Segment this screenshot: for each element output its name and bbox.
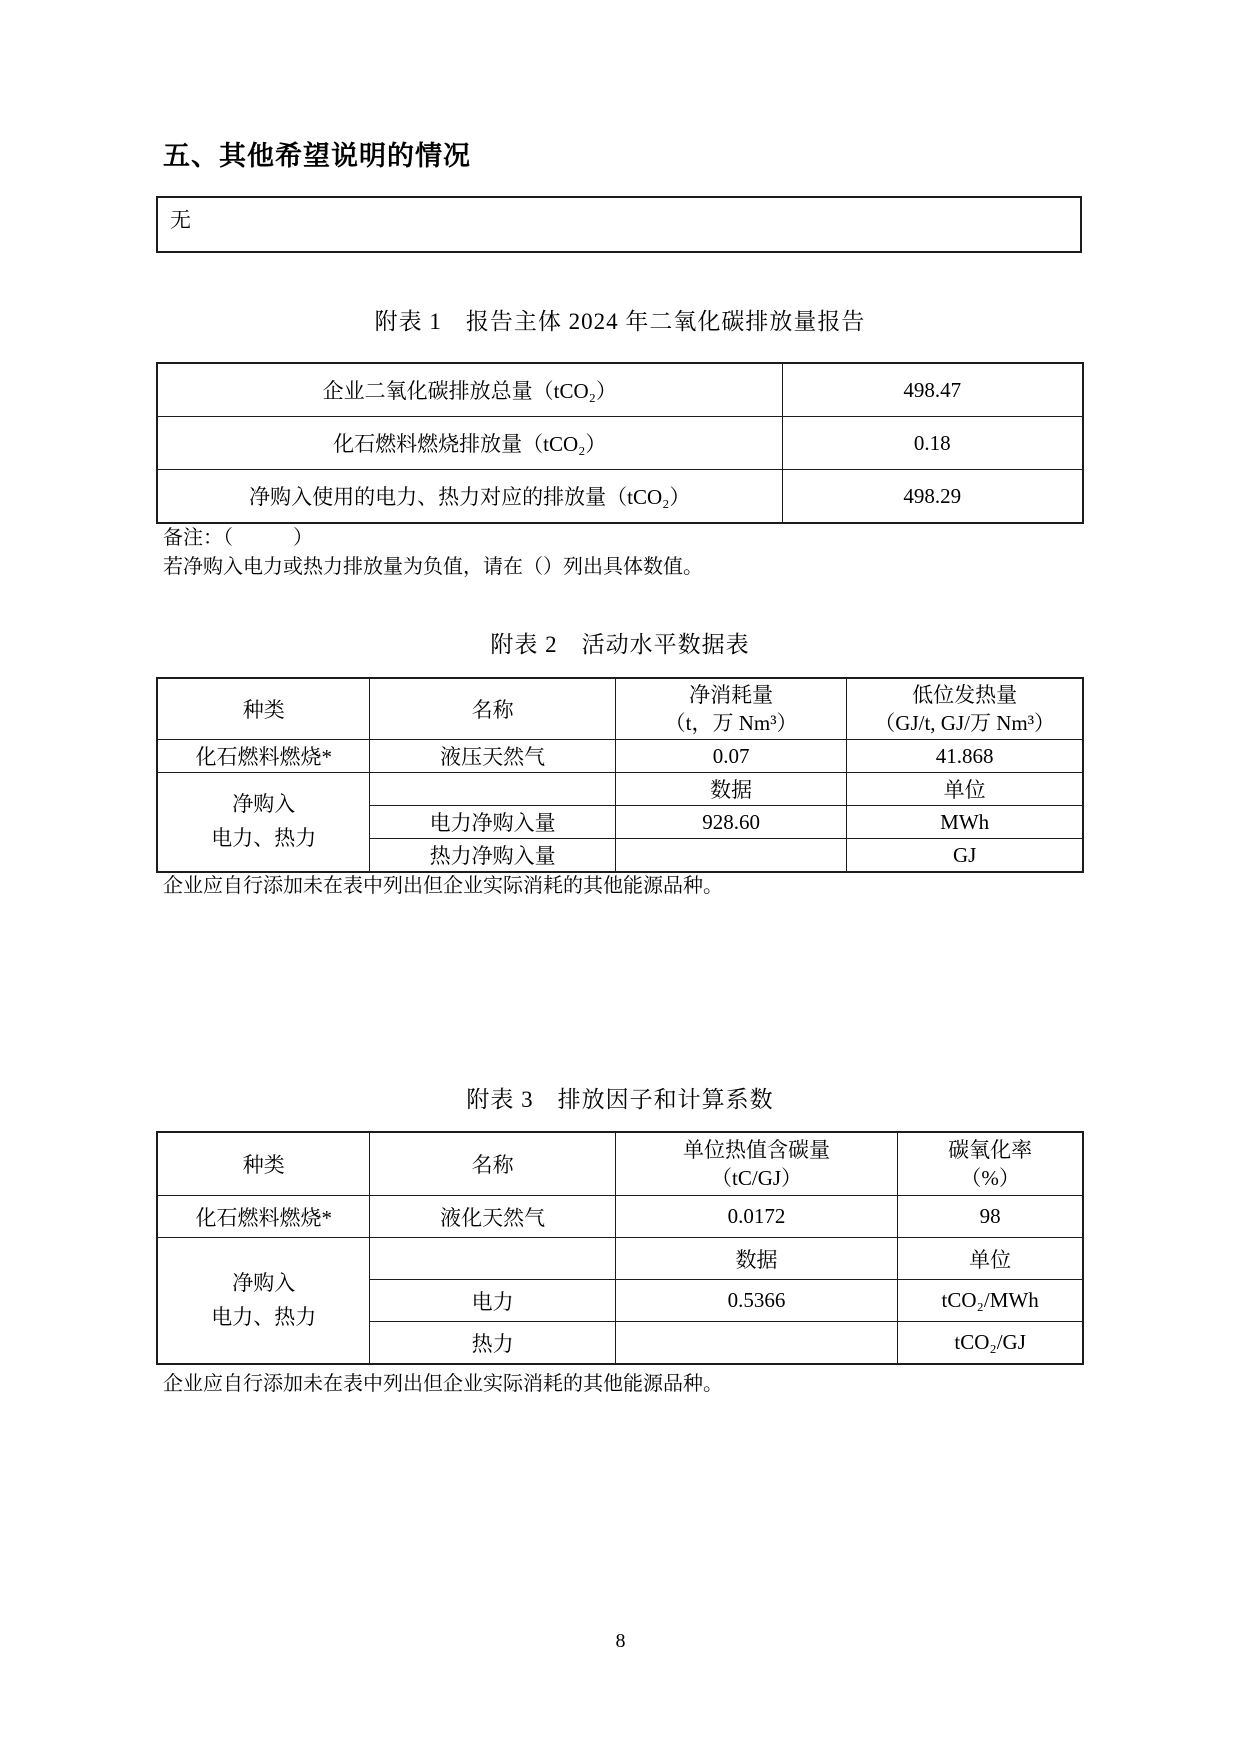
table2-activity-data xyxy=(156,677,1084,873)
table1-row1-label: 企业二氧化碳排放总量（tCO₂） xyxy=(157,363,782,417)
table3-header-oxidation-rate: 碳氧化率 （%） xyxy=(898,1132,1083,1196)
table2-header-consumption: 净消耗量 （t，万 Nm³） xyxy=(615,678,847,740)
table3-subheader-data: 数据 xyxy=(615,1238,897,1280)
section-heading: 五、其他希望说明的情况 xyxy=(163,141,471,171)
table3-fossil-oxidation-rate: 98 xyxy=(898,1196,1083,1238)
table3-header-carbon-content: 单位热值含碳量 （tC/GJ） xyxy=(615,1132,897,1196)
table2-title: 附表 2 活动水平数据表 xyxy=(490,632,750,657)
table1-notes xyxy=(163,524,703,582)
table2-header-name: 名称 xyxy=(370,678,615,740)
table2-header-heat-value: 低位发热量 （GJ/t, GJ/万 Nm³） xyxy=(847,678,1083,740)
table1-row2-label: 化石燃料燃烧排放量（tCO₂） xyxy=(157,417,782,470)
table-header-row xyxy=(157,678,1083,740)
table2-fossil-consumption: 0.07 xyxy=(615,740,847,773)
table-row xyxy=(157,1238,1083,1280)
table2-fossil-name: 液压天然气 xyxy=(370,740,615,773)
table-row xyxy=(157,470,1083,524)
table2-electricity-unit: MWh xyxy=(847,806,1083,839)
table-header-row xyxy=(157,1132,1083,1196)
table3-title: 附表 3 排放因子和计算系数 xyxy=(466,1087,774,1112)
table3-fossil-type: 化石燃料燃烧* xyxy=(157,1196,370,1238)
table2-heat-name: 热力净购入量 xyxy=(370,839,615,873)
table1-row3-label: 净购入使用的电力、热力对应的排放量（tCO₂） xyxy=(157,470,782,524)
remark-box xyxy=(156,196,1082,253)
table1-note-line2: 若净购入电力或热力排放量为负值，请在（）列出具体数值。 xyxy=(163,556,703,578)
table2-electricity-name: 电力净购入量 xyxy=(370,806,615,839)
table2-heat-unit: GJ xyxy=(847,839,1083,873)
table3-subheader-blank xyxy=(370,1238,615,1280)
table2-fossil-heat-value: 41.868 xyxy=(847,740,1083,773)
table2-subheader-data: 数据 xyxy=(615,773,847,806)
table-row xyxy=(157,773,1083,806)
table1-note-line1: 备注：（ ） xyxy=(163,527,313,549)
table3-header-name: 名称 xyxy=(370,1132,615,1196)
page-number: 8 xyxy=(615,1630,626,1652)
table2-heat-data xyxy=(615,839,847,873)
table3-purchase-type: 净购入 电力、热力 xyxy=(157,1238,370,1365)
remark-text: 无 xyxy=(170,208,191,232)
table3-fossil-name: 液化天然气 xyxy=(370,1196,615,1238)
table1-row3-value: 498.29 xyxy=(782,470,1083,524)
table3-heat-name: 热力 xyxy=(370,1322,615,1365)
table3-emission-factors xyxy=(156,1131,1084,1365)
table3-electricity-name: 电力 xyxy=(370,1280,615,1322)
table-row xyxy=(157,740,1083,773)
table1-title: 附表 1 报告主体 2024 年二氧化碳排放量报告 xyxy=(374,309,866,334)
table3-subheader-unit: 单位 xyxy=(898,1238,1083,1280)
table2-purchase-type: 净购入 电力、热力 xyxy=(157,773,370,873)
table2-fossil-type: 化石燃料燃烧* xyxy=(157,740,370,773)
table3-fossil-carbon-content: 0.0172 xyxy=(615,1196,897,1238)
table2-electricity-data: 928.60 xyxy=(615,806,847,839)
table3-electricity-data: 0.5366 xyxy=(615,1280,897,1322)
table-row xyxy=(157,1196,1083,1238)
table2-subheader-blank xyxy=(370,773,615,806)
table3-electricity-unit: tCO₂/MWh xyxy=(898,1280,1083,1322)
table1-row1-value: 498.47 xyxy=(782,363,1083,417)
table2-note: 企业应自行添加未在表中列出但企业实际消耗的其他能源品种。 xyxy=(163,875,723,897)
table3-heat-unit: tCO₂/GJ xyxy=(898,1322,1083,1365)
table3-note: 企业应自行添加未在表中列出但企业实际消耗的其他能源品种。 xyxy=(163,1373,723,1395)
table2-header-type: 种类 xyxy=(157,678,370,740)
table1-emissions-report xyxy=(156,362,1084,524)
table1-row2-value: 0.18 xyxy=(782,417,1083,470)
table-row xyxy=(157,363,1083,417)
table-row xyxy=(157,417,1083,470)
table3-header-type: 种类 xyxy=(157,1132,370,1196)
table2-subheader-unit: 单位 xyxy=(847,773,1083,806)
table3-heat-data xyxy=(615,1322,897,1365)
